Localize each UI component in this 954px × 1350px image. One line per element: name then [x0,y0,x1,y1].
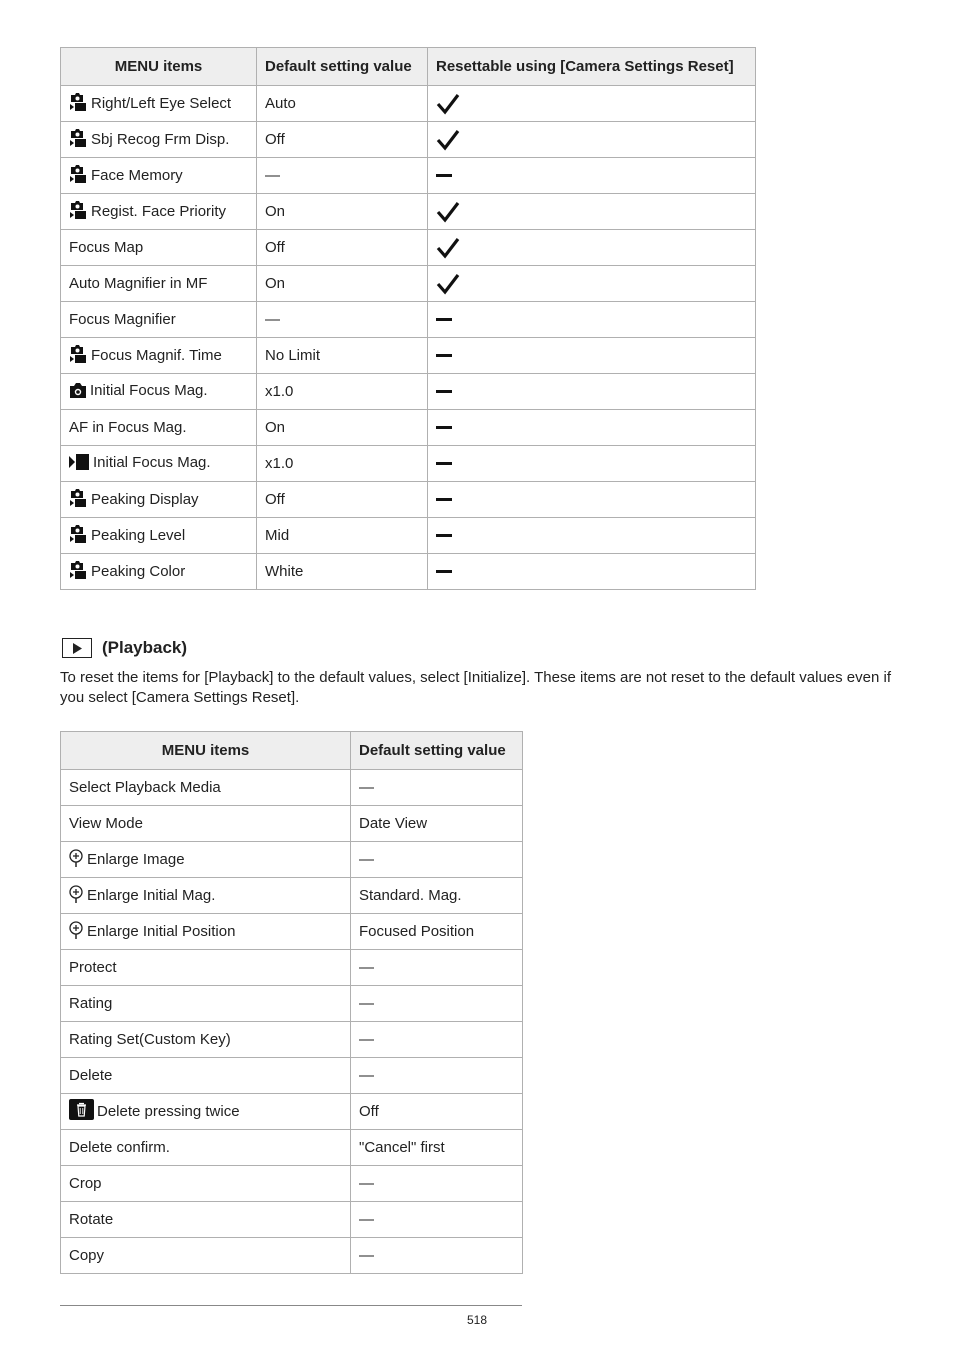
default-value-cell: White [257,554,428,590]
table-row-enlarge-image [61,842,523,878]
table-row-focus-magnifier [61,302,756,338]
menu-item-cell [61,914,351,950]
photo-movie-icon [69,488,88,512]
table-row-rating [61,986,523,1022]
playback-settings-table [60,731,523,1274]
menu-item-label: Delete [69,1067,113,1084]
resettable-cell [428,122,756,158]
default-value-cell: Off [257,482,428,518]
table-row-sbj-recog-frm-disp [61,122,756,158]
resettable-cell [428,518,756,554]
playback-icon [62,638,92,658]
menu-item-label: Delete pressing twice [97,1103,240,1120]
default-value-cell: Mid [257,518,428,554]
menu-item-cell [61,770,351,806]
menu-item-label: Focus Map [69,239,144,256]
menu-item-label: Auto Magnifier in MF [69,275,208,292]
camera-icon [69,381,87,403]
dash-icon [436,426,747,430]
resettable-cell [428,86,756,122]
menu-item-label: Enlarge Initial Mag. [87,886,216,904]
dash-icon [436,354,747,358]
table-row-select-playback-media [61,770,523,806]
table-row-initial-focus-mag [61,374,756,410]
table-row-initial-focus-mag [61,446,756,482]
photo-movie-icon [69,92,88,116]
default-value-cell: — [351,986,523,1022]
default-value-cell: — [351,1202,523,1238]
table-row-peaking-color [61,554,756,590]
resettable-cell [428,374,756,410]
photo-movie-icon [69,344,88,368]
menu-item-cell [61,1166,351,1202]
menu-item-label: Rating [69,995,113,1012]
photo-movie-icon [69,128,88,152]
section-description: To reset the items for [Playback] to the default values, select [Initialize]. These items are not reset to the default values even if you select [Camera Settings Reset]. [60,669,891,706]
resettable-cell [428,302,756,338]
default-value-cell: Off [257,230,428,266]
menu-item-cell [61,230,257,266]
menu-item-label: Protect [69,959,117,976]
menu-item-label: Face Memory [91,166,183,184]
resettable-cell [428,482,756,518]
menu-item-label: Sbj Recog Frm Disp. [91,130,230,148]
resettable-cell [428,554,756,590]
default-value-cell: — [351,950,523,986]
dash-icon [436,498,747,502]
default-value-cell: No Limit [257,338,428,374]
checkmark-icon [436,273,747,295]
default-value-cell: Focused Position [351,914,523,950]
menu-item-label: Enlarge Image [87,850,185,868]
header-default-value: Default setting value [257,48,428,86]
photo-movie-icon [69,524,88,548]
resettable-cell [428,446,756,482]
zoom-icon [69,920,84,944]
movie-icon [69,453,90,475]
menu-item-cell [61,482,257,518]
table-row-rotate [61,1202,523,1238]
menu-item-cell [61,842,351,878]
default-value-cell: — [351,1238,523,1274]
table-row-auto-magnifier-in-mf [61,266,756,302]
table-row-regist-face-priority [61,194,756,230]
menu-item-label: Peaking Display [91,490,199,508]
photo-movie-icon [69,164,88,188]
table-row-peaking-level [61,518,756,554]
table-row-peaking-display [61,482,756,518]
menu-item-cell [61,1022,351,1058]
menu-item-cell [61,950,351,986]
menu-item-label: Peaking Color [91,562,186,580]
menu-item-label: Initial Focus Mag. [90,381,208,399]
footer-divider [60,1305,522,1306]
table-row-delete-confirm [61,1130,523,1166]
table-row-enlarge-initial-mag [61,878,523,914]
menu-item-cell [61,410,257,446]
menu-item-cell [61,446,257,482]
default-value-cell: — [351,1058,523,1094]
checkmark-icon [436,237,747,259]
menu-item-label: View Mode [69,815,143,832]
photo-movie-icon [69,200,88,224]
table-row-face-memory [61,158,756,194]
table-row-copy [61,1238,523,1274]
table-row-delete-pressing-twice [61,1094,523,1130]
menu-item-label: Peaking Level [91,526,186,544]
page-number: 518 [466,1313,488,1327]
default-value-cell: — [257,302,428,338]
default-value-cell: — [257,158,428,194]
menu-item-label: Regist. Face Priority [91,202,227,220]
menu-item-cell [61,302,257,338]
resettable-cell [428,158,756,194]
resettable-cell [428,194,756,230]
menu-item-cell [61,1058,351,1094]
table-row-delete [61,1058,523,1094]
resettable-cell [428,230,756,266]
default-value-cell: On [257,266,428,302]
camera-settings-table [60,47,756,590]
menu-item-label: Copy [69,1247,105,1264]
default-value-cell: x1.0 [257,374,428,410]
table-header-row [61,732,523,770]
header-resettable: Resettable using [Camera Settings Reset] [428,48,756,86]
default-value-cell: — [351,842,523,878]
table-row-view-mode [61,806,523,842]
menu-item-cell [61,1130,351,1166]
menu-item-label: Right/Left Eye Select [91,94,232,112]
default-value-cell: "Cancel" first [351,1130,523,1166]
dash-icon [436,174,747,178]
menu-item-cell [61,1238,351,1274]
menu-item-cell [61,1202,351,1238]
menu-item-label: AF in Focus Mag. [69,419,187,436]
table-row-right-left-eye-select [61,86,756,122]
default-value-cell: On [257,410,428,446]
menu-item-label: Initial Focus Mag. [93,453,211,471]
photo-movie-icon [69,560,88,584]
default-value-cell: Date View [351,806,523,842]
default-value-cell: Off [257,122,428,158]
playback-section-heading [62,638,187,658]
menu-item-cell [61,194,257,230]
dash-icon [436,390,747,394]
header-menu-items: MENU items [61,48,257,86]
dash-icon [436,462,747,466]
table-header-row [61,48,756,86]
default-value-cell: Auto [257,86,428,122]
table-row-protect [61,950,523,986]
checkmark-icon [436,201,747,223]
dash-icon [436,318,747,322]
default-value-cell: Off [351,1094,523,1130]
menu-item-label: Rotate [69,1211,114,1228]
table-row-focus-magnif-time [61,338,756,374]
header-default-value: Default setting value [351,732,523,770]
menu-item-label: Rating Set(Custom Key) [69,1031,231,1048]
menu-item-cell [61,158,257,194]
menu-item-cell [61,986,351,1022]
zoom-icon [69,848,84,872]
zoom-icon [69,884,84,908]
menu-item-cell [61,86,257,122]
menu-item-cell [61,1094,351,1130]
default-value-cell: On [257,194,428,230]
menu-item-label: Delete confirm. [69,1139,170,1156]
default-value-cell: Standard. Mag. [351,878,523,914]
default-value-cell: — [351,770,523,806]
menu-item-cell [61,878,351,914]
checkmark-icon [436,129,747,151]
menu-item-label: Select Playback Media [69,779,221,796]
trash-icon [69,1099,94,1124]
default-value-cell: x1.0 [257,446,428,482]
checkmark-icon [436,93,747,115]
menu-item-label: Crop [69,1175,102,1192]
dash-icon [436,570,747,574]
menu-item-cell [61,374,257,410]
header-menu-items: MENU items [61,732,351,770]
menu-item-label: Focus Magnifier [69,311,176,328]
default-value-cell: — [351,1022,523,1058]
menu-item-label: Focus Magnif. Time [91,346,222,364]
table-row-crop [61,1166,523,1202]
menu-item-cell [61,554,257,590]
resettable-cell [428,410,756,446]
table-row-af-in-focus-mag [61,410,756,446]
dash-icon [436,534,747,538]
menu-item-cell [61,338,257,374]
menu-item-cell [61,266,257,302]
table-row-rating-set-custom-key [61,1022,523,1058]
menu-item-cell [61,806,351,842]
resettable-cell [428,266,756,302]
table-row-focus-map [61,230,756,266]
table-row-enlarge-initial-position [61,914,523,950]
section-title: (Playback) [102,638,188,657]
resettable-cell [428,338,756,374]
default-value-cell: — [351,1166,523,1202]
menu-item-label: Enlarge Initial Position [87,922,236,940]
menu-item-cell [61,122,257,158]
menu-item-cell [61,518,257,554]
